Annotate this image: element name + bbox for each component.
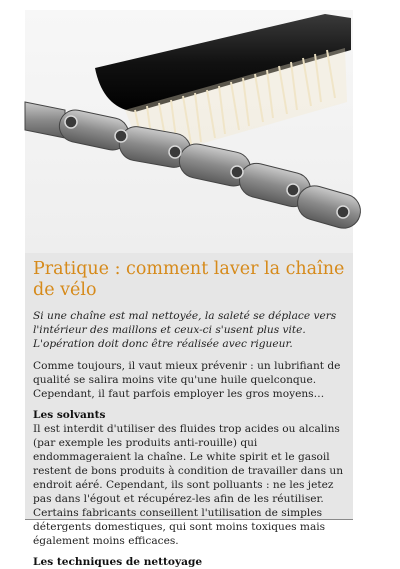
article-lede: Si une chaîne est mal nettoyée, la saleté se déplace vers l'intérieur des maillons et ceux-ci s'usent plus vite. L'opération doit donc être réalisée avec rigueur. — [33, 310, 337, 350]
chain-brush-photo — [25, 10, 353, 253]
section-heading-techniques: Les techniques de nettoyage — [33, 556, 203, 568]
section-heading-solvants: Les solvants — [33, 409, 106, 421]
article-intro: Comme toujours, il vaut mieux prévenir : un lubrifiant de qualité se salira moins vite qu'une huile quelconque. Cependant, il faut parfois employer les gros moyens… — [33, 360, 341, 400]
section-body-solvants: Il est interdit d'utiliser des fluides trop acides ou alcalins (par exemple les produits anti-rouille) qui endommageraient la chaîne. Le white spirit et le gasoil restent de bons produits à condition de travailler dans un endroit aéré. Cependant, ils sont polluants : ne les jetez pas dans l'égout et récupérez-les afin de les réutiliser. Certains fabricants conseillent l'utilisation de simples détergents domestiques, qui sont moins toxiques mais également moins efficaces. — [33, 423, 344, 547]
chain-brush-illustration — [25, 10, 353, 253]
article-title: Pratique : comment laver la chaîne de vélo — [33, 259, 345, 300]
article-page — [25, 10, 353, 568]
article-body — [25, 253, 353, 568]
